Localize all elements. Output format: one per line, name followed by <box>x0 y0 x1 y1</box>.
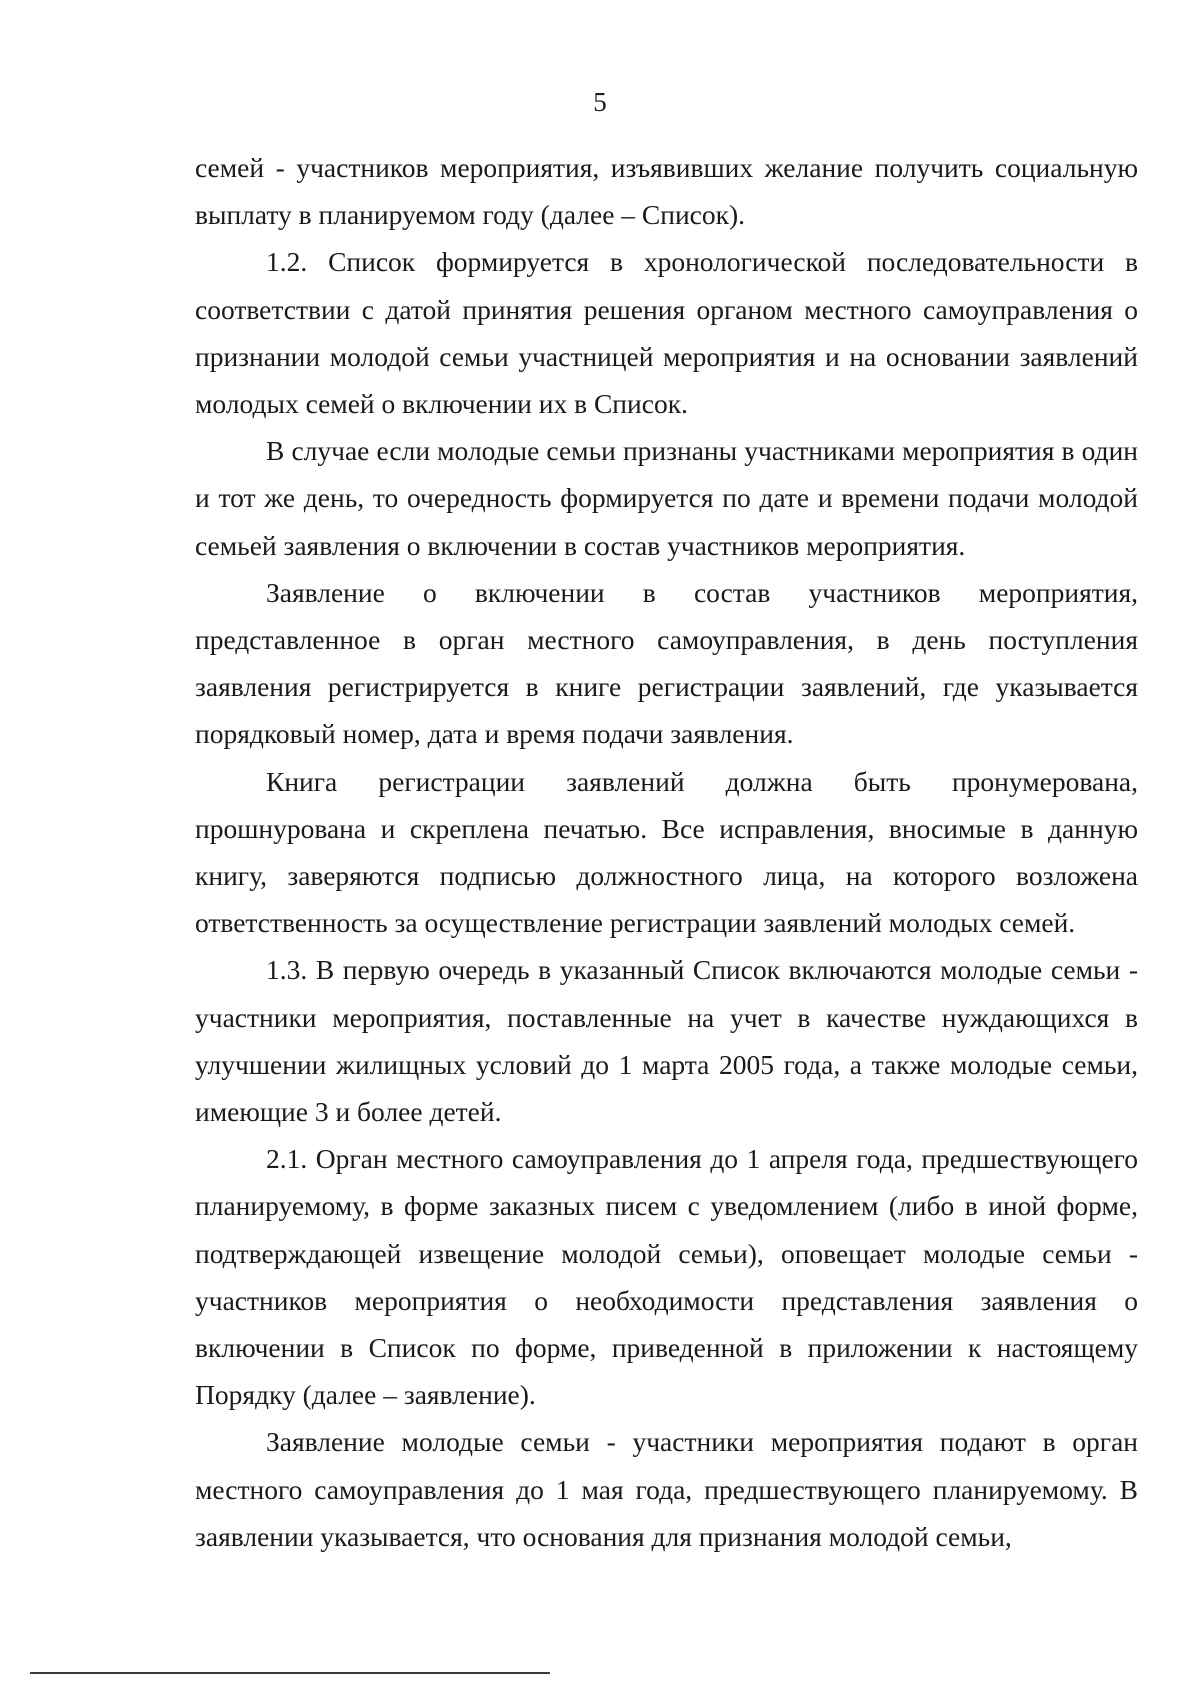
paragraph-application-submission: Заявление молодые семьи - участники мероприятия подают в орган местного самоуправления до 1 мая года, предшествующего планируемому. В заявлении указывается, что основания для признания молодой семьи, <box>195 1426 1138 1552</box>
paragraph-continuation: семей - участников мероприятия, изъявивших желание получить социальную выплату в планируемом году (далее – Список). <box>195 152 1138 231</box>
paragraph-registration-book: Книга регистрации заявлений должна быть пронумерована, прошнурована и скреплена печатью. Все исправления, вносимые в данную книгу, заверяются подписью должностного лица, на которого возложена ответственность за осуществление регистрации заявлений молодых семей. <box>195 765 1138 939</box>
paragraph-2-1: 2.1. Орган местного самоуправления до 1 апреля года, предшествующего планируемому, в форме заказных писем с уведомлением (либо в иной форме, подтверждающей извещение молодой семьи), оповещает молодые семьи - участников мероприятия о необходимости представления заявления о включении в Список по форме, приведенной в приложении к настоящему Порядку (далее – заявление). <box>195 1143 1138 1411</box>
document-body <box>195 144 1138 1560</box>
paragraph-1-2: 1.2. Список формируется в хронологической последовательности в соответствии с датой принятия решения органом местного самоуправления о признании молодой семьи участницей мероприятия и на основании заявлений молодых семей о включении их в Список. <box>195 246 1138 420</box>
paragraph-1-3: 1.3. В первую очередь в указанный Список включаются молодые семьи - участники мероприятия, поставленные на учет в качестве нуждающихся в улучшении жилищных условий до 1 марта 2005 года, а также молодые семьи, имеющие 3 и более детей. <box>195 954 1138 1128</box>
scan-edge-line <box>30 1672 550 1674</box>
paragraph-application-registration: Заявление о включении в состав участников мероприятия, представленное в орган местного самоуправления, в день поступления заявления регистрируется в книге регистрации заявлений, где указывается порядковый номер, дата и время подачи заявления. <box>195 576 1138 750</box>
paragraph-same-day: В случае если молодые семьи признаны участниками мероприятия в один и тот же день, то очередность формируется по дате и времени подачи молодой семьей заявления о включении в состав участников мероприятия. <box>195 435 1138 561</box>
page-number: 5 <box>593 87 607 117</box>
